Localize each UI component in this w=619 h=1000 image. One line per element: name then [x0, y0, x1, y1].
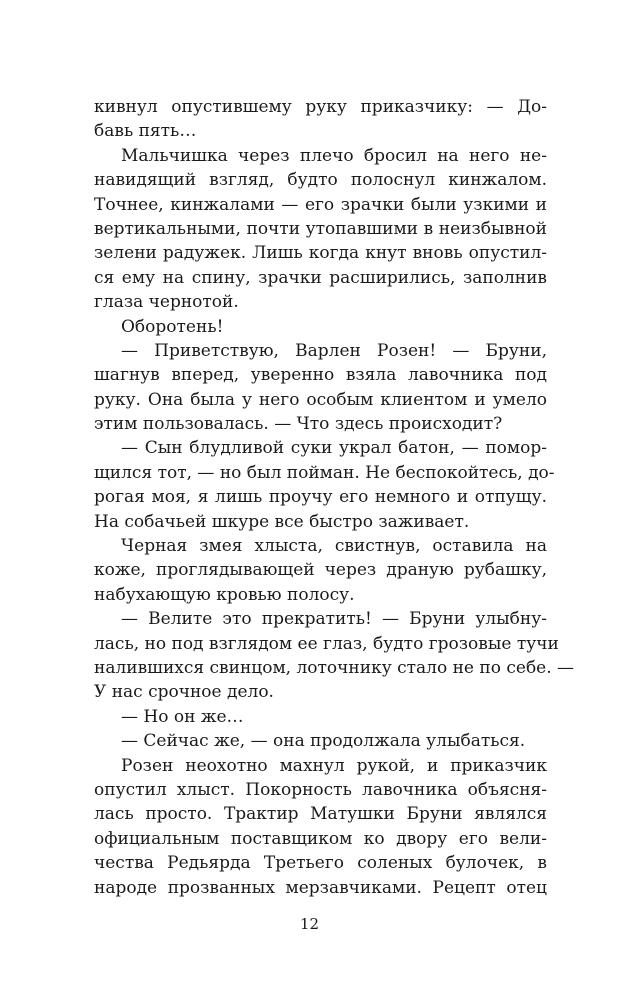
text-line: — Велите это прекратить! — Бруни улыбну-	[121, 609, 547, 630]
text-line: глаза чернотой.	[94, 292, 239, 313]
text-line: Мальчишка через плечо бросил на него не-	[121, 145, 547, 166]
text-line: лась просто. Трактир Матушки Бруни являлся	[94, 804, 547, 825]
text-line: Черная змея хлыста, свистнув, оставила на	[121, 536, 547, 557]
text-line: рогая моя, я лишь проучу его немного и отпущу.	[94, 487, 547, 508]
text-line: народе прозванных мерзавчиками. Рецепт отец	[94, 877, 547, 898]
text-line: опустил хлыст. Покорность лавочника объясня-	[94, 779, 547, 800]
text-line: навидящий взгляд, будто полоснул кинжалом.	[94, 170, 547, 191]
text-line: налившихся свинцом, лоточнику стало не по себе. —	[94, 657, 575, 678]
text-line: Точнее, кинжалами — его зрачки были узкими и	[94, 194, 547, 215]
text-line: бавь пять…	[94, 121, 197, 142]
text-line: коже, проглядывающей через драную рубашку,	[94, 560, 547, 581]
text-line: ся ему на спину, зрачки расширились, заполнив	[94, 267, 547, 288]
text-line: шагнув вперед, уверенно взяла лавочника под	[94, 365, 547, 386]
text-line: Розен неохотно махнул рукой, и приказчик	[121, 755, 547, 776]
text-line: зелени радужек. Лишь когда кнут вновь опустил-	[94, 243, 547, 264]
text-line: вертикальными, почти утопавшими в неизбывной	[94, 218, 547, 239]
text-line: набухающую кровью полосу.	[94, 584, 355, 605]
page-number: 12	[299, 915, 320, 933]
text-line: официальным поставщиком ко двору его вели-	[94, 828, 547, 849]
text-line: лась, но под взглядом ее глаз, будто грозовые тучи	[94, 633, 559, 654]
text-line: У нас срочное дело.	[94, 682, 274, 703]
text-line: руку. Она была у него особым клиентом и умело	[94, 389, 547, 410]
text-line: — Но он же…	[121, 706, 244, 727]
text-line: — Сын блудливой суки украл батон, — помор-	[121, 438, 547, 459]
text-line: чества Редьярда Третьего соленых булочек, в	[94, 853, 547, 874]
text-line: этим пользовалась. — Что здесь происходит?	[94, 414, 503, 435]
text-line: Оборотень!	[121, 316, 224, 337]
text-line: — Сейчас же, — она продолжала улыбаться.	[121, 731, 526, 752]
text-line: щился тот, — но был пойман. Не беспокойтесь, до-	[94, 462, 555, 483]
text-line: кивнул опустившему руку приказчику: — До-	[94, 97, 547, 117]
text-line: — Приветствую, Варлен Розен! — Бруни,	[121, 340, 547, 361]
body-text	[94, 95, 575, 900]
text-line: На собачьей шкуре все быстро заживает.	[94, 511, 470, 532]
